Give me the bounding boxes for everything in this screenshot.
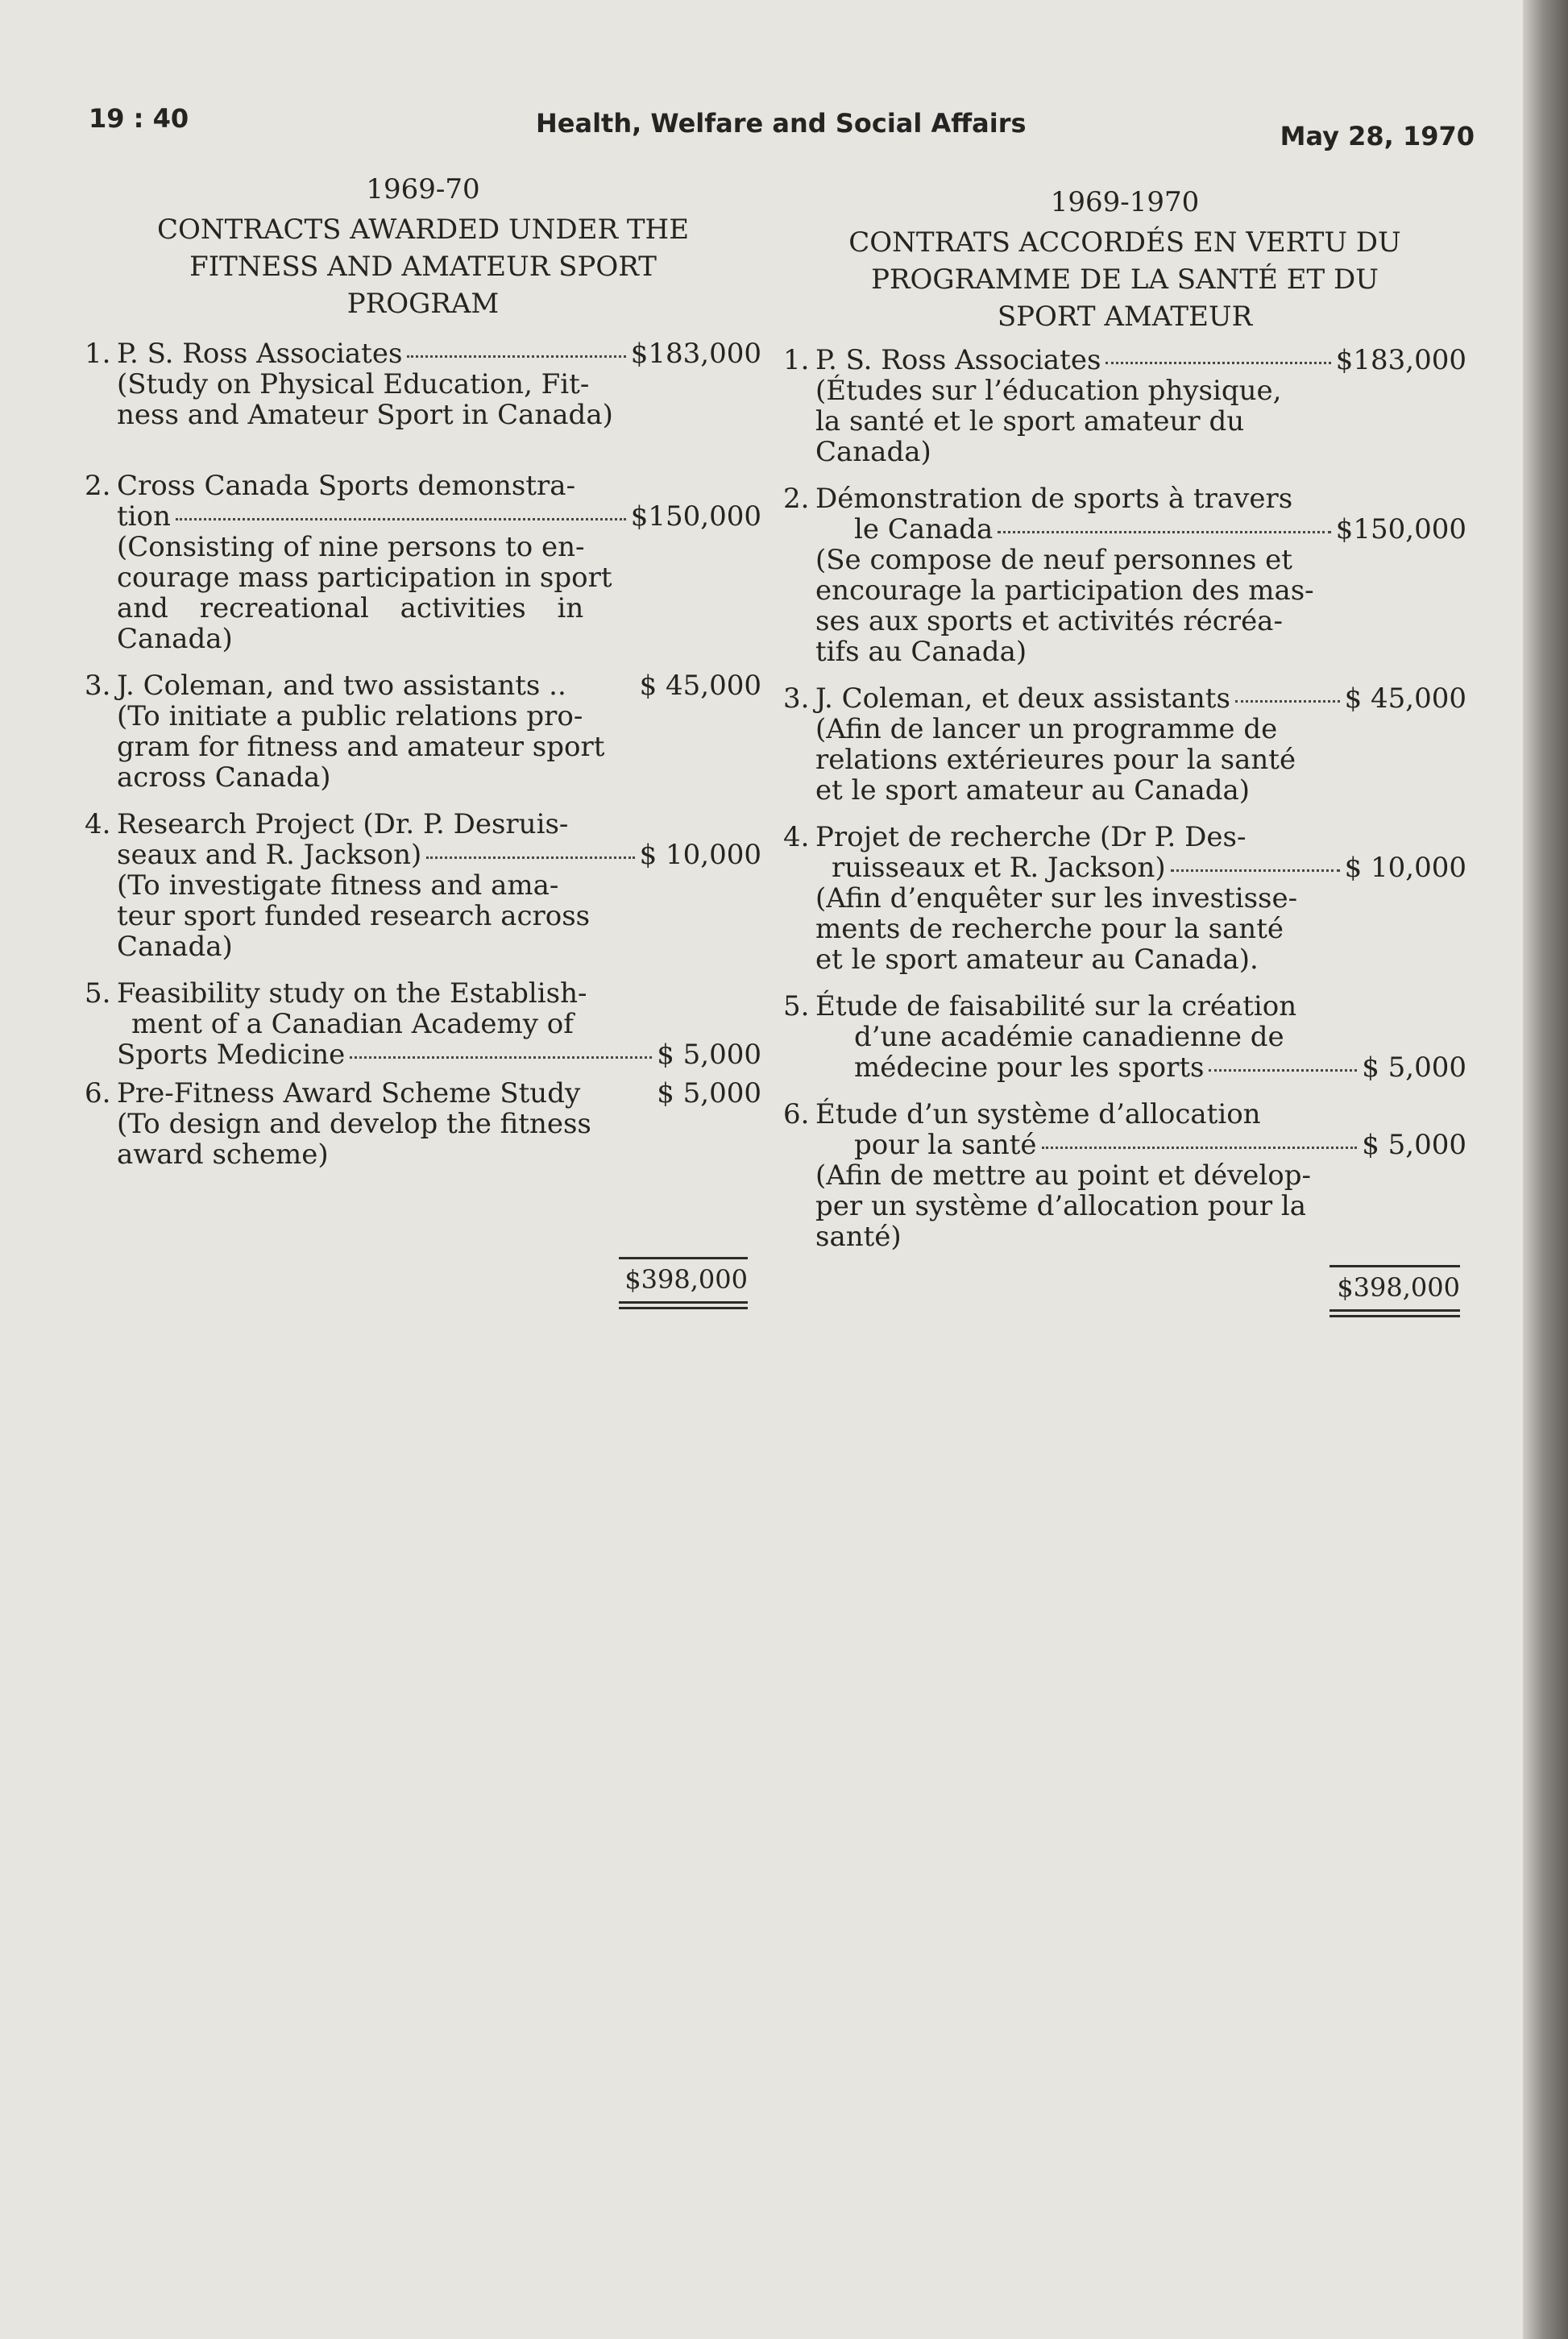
item-amount: $ 45,000 [1344, 682, 1466, 715]
item-title: ment of a Canadian Academy of [131, 1008, 574, 1040]
contract-item-1 [85, 338, 761, 430]
contrat-item-3 [783, 683, 1466, 806]
total-amount: $398,000 [1337, 1272, 1460, 1303]
item-title: pour la santé [854, 1129, 1037, 1161]
item-title: Projet de recherche (Dr P. Des- [815, 821, 1247, 853]
item-title: Étude d’un système d’allocation [815, 1098, 1261, 1130]
item-title: seaux and R. Jackson) [117, 839, 422, 871]
item-amount: $150,000 [630, 500, 761, 533]
item-title: P. S. Ross Associates [117, 338, 403, 370]
item-amount: $ 10,000 [639, 839, 761, 871]
item-title: Feasibility study on the Establish- [117, 977, 587, 1010]
french-heading-line: PROGRAMME DE LA SANTÉ ET DU [871, 263, 1379, 296]
item-number: 5. [783, 990, 810, 1022]
contract-item-3 [85, 670, 761, 793]
english-total [619, 1257, 748, 1309]
item-description: ness and Amateur Sport in Canada) [117, 399, 613, 431]
book-spine-shadow [1523, 0, 1568, 2339]
item-description: (Afin de lancer un programme de [815, 713, 1278, 745]
item-amount: $150,000 [1335, 513, 1466, 545]
item-amount: $ 5,000 [657, 1039, 761, 1071]
item-amount: $ 5,000 [1362, 1129, 1466, 1161]
item-description: tifs au Canada) [815, 636, 1027, 668]
item-description: ses aux sports et activités récréa- [815, 605, 1283, 637]
item-number: 2. [783, 483, 810, 515]
item-description: (Études sur l’éducation physique, [815, 375, 1282, 407]
item-title: Démonstration de sports à travers [815, 483, 1293, 515]
item-number: 6. [783, 1098, 810, 1130]
item-description: la santé et le sport amateur du [815, 405, 1245, 438]
contract-item-5 [85, 978, 761, 1070]
contract-item-6 [85, 1078, 761, 1170]
item-description: et le sport amateur au Canada). [815, 943, 1259, 976]
contrat-item-5 [783, 991, 1466, 1083]
item-description: santé) [815, 1221, 902, 1253]
contrat-item-6 [783, 1099, 1466, 1252]
item-description: teur sport funded research across [117, 900, 591, 932]
item-amount: $183,000 [1335, 344, 1466, 376]
item-description: gram for fitness and amateur sport [117, 731, 605, 763]
contract-item-2 [85, 471, 761, 654]
french-column [783, 184, 1466, 1252]
item-number: 1. [783, 344, 810, 376]
item-number: 5. [85, 977, 111, 1010]
item-title: J. Coleman, and two assistants .. [117, 670, 566, 702]
french-year: 1969-1970 [1050, 186, 1200, 218]
item-description: Canada) [117, 931, 233, 963]
item-description: encourage la participation des mas- [815, 574, 1314, 607]
item-title: J. Coleman, et deux assistants [815, 682, 1230, 715]
item-description: per un système d’allocation pour la [815, 1190, 1307, 1222]
item-number: 2. [85, 470, 111, 502]
item-description: Canada) [815, 436, 931, 468]
page-date: May 28, 1970 [1280, 121, 1475, 151]
item-description: et le sport amateur au Canada) [815, 774, 1251, 807]
running-title: Health, Welfare and Social Affairs [536, 108, 1027, 139]
item-number: 3. [85, 670, 111, 702]
item-title: P. S. Ross Associates [815, 344, 1101, 376]
item-amount: $183,000 [630, 338, 761, 370]
item-description: Canada) [117, 623, 233, 655]
item-title: Pre-Fitness Award Scheme Study [117, 1077, 581, 1109]
french-heading [783, 184, 1466, 335]
item-description: award scheme) [117, 1138, 329, 1171]
item-description: and recreational activities in [117, 592, 584, 624]
english-column [85, 171, 761, 1170]
contrat-item-1 [783, 345, 1466, 467]
french-heading-line: SPORT AMATEUR [997, 301, 1253, 333]
page-number: 19 : 40 [89, 103, 189, 134]
item-description: (Consisting of nine persons to en- [117, 531, 585, 563]
contrat-item-4 [783, 822, 1466, 975]
item-description: (Study on Physical Education, Fit- [117, 368, 590, 400]
item-title: ruisseaux et R. Jackson) [832, 852, 1166, 884]
item-number: 4. [85, 808, 111, 840]
item-amount: $ 5,000 [1362, 1051, 1466, 1084]
item-title: Research Project (Dr. P. Desruis- [117, 808, 569, 840]
item-number: 3. [783, 682, 810, 715]
item-description: (Afin d’enquêter sur les investisse- [815, 882, 1298, 914]
item-description: across Canada) [117, 761, 331, 794]
item-title: Sports Medicine [117, 1039, 346, 1071]
item-description: ments de recherche pour la santé [815, 913, 1284, 945]
item-description: (To investigate fitness and ama- [117, 869, 559, 902]
item-title: médecine pour les sports [854, 1051, 1205, 1084]
item-amount: $ 10,000 [1344, 852, 1466, 884]
english-heading-line: CONTRACTS AWARDED UNDER THE [156, 214, 690, 246]
item-number: 1. [85, 338, 111, 370]
english-heading-line: PROGRAM [346, 288, 500, 320]
total-amount: $398,000 [624, 1264, 748, 1295]
item-description: (Afin de mettre au point et dévelop- [815, 1159, 1312, 1192]
item-description: (Se compose de neuf personnes et [815, 544, 1292, 576]
item-title: d’une académie canadienne de [854, 1021, 1284, 1053]
item-description: courage mass participation in sport [117, 562, 612, 594]
item-amount: $ 45,000 [639, 670, 761, 702]
item-title: Cross Canada Sports demonstra- [117, 470, 576, 502]
french-heading-line: CONTRATS ACCORDÉS EN VERTU DU [848, 226, 1401, 259]
contrat-item-2 [783, 483, 1466, 667]
item-number: 6. [85, 1077, 111, 1109]
item-number: 4. [783, 821, 810, 853]
item-amount: $ 5,000 [657, 1077, 761, 1109]
item-title: tion [117, 500, 171, 533]
item-description: relations extérieures pour la santé [815, 744, 1296, 776]
item-title: le Canada [854, 513, 993, 545]
item-description: (To design and develop the fitness [117, 1108, 591, 1140]
item-description: (To initiate a public relations pro- [117, 700, 583, 732]
contract-item-4 [85, 809, 761, 962]
french-total [1329, 1265, 1460, 1317]
english-heading-line: FITNESS AND AMATEUR SPORT [189, 251, 657, 283]
english-year: 1969-70 [366, 173, 480, 205]
english-heading [85, 171, 761, 322]
item-title: Étude de faisabilité sur la création [815, 990, 1297, 1022]
page-header [89, 103, 1475, 151]
